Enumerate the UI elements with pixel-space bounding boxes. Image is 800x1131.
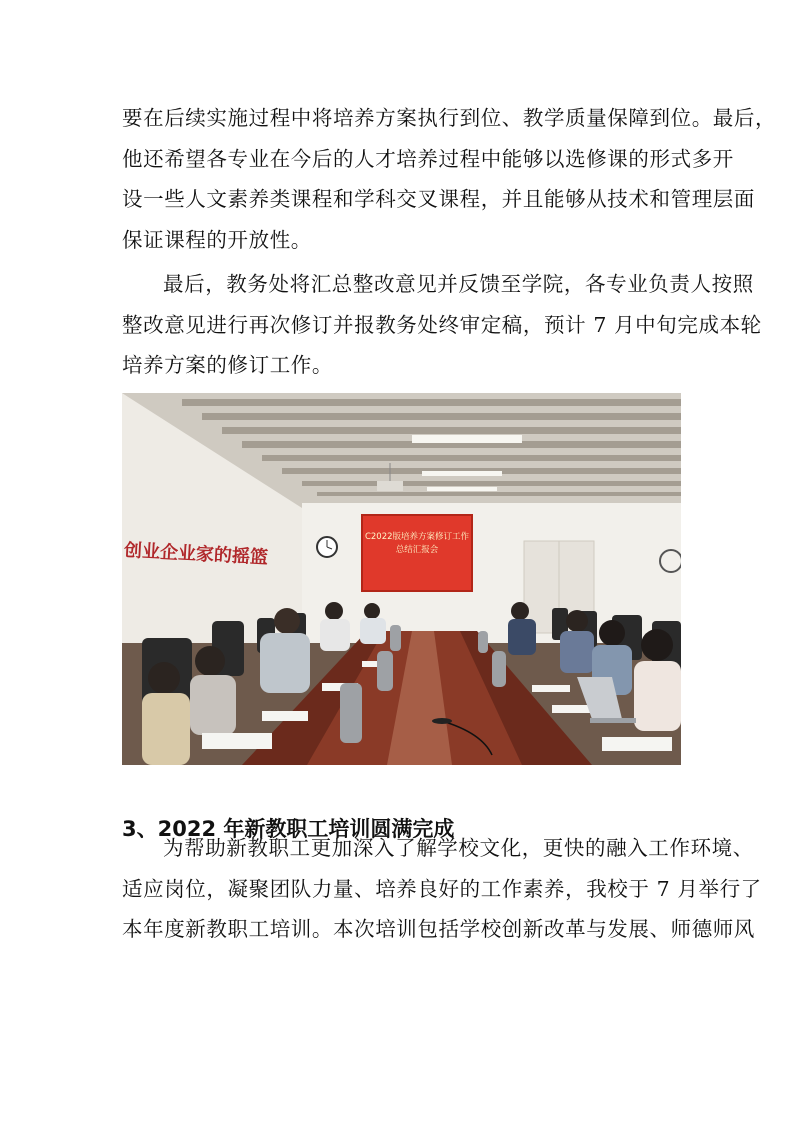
text-line: 为帮助新教职工更加深入了解学校文化，更快的融入工作环境、 (163, 836, 754, 860)
text-line: 设一些人文素养类课程和学科交叉课程，并且能够从技术和管理层面 (122, 187, 755, 211)
wall-slogan: 创业企业家的摇篮 (123, 539, 269, 569)
paragraph-2 (122, 264, 762, 386)
text-line: 要在后续实施过程中将培养方案执行到位、教学质量保障到位。最后， (122, 106, 777, 130)
text-line: 本年度新教职工培训。本次培训包括学校创新改革与发展、师德师风 (122, 917, 755, 941)
paragraph-1 (122, 98, 777, 260)
text-line: 最后，教务处将汇总整改意见并反馈至学院，各专业负责人按照 (163, 272, 754, 296)
text-line: 保证课程的开放性。 (122, 227, 312, 252)
text-line: 他还希望各专业在今后的人才培养过程中能够以选修课的形式多开 (122, 146, 734, 171)
paragraph-3 (122, 828, 762, 950)
text-line: 适应岗位，凝聚团队力量、培养良好的工作素养，我校于 7 月举行了 (122, 876, 762, 901)
meeting-photo (122, 393, 681, 765)
section-heading: 3、2022 年新教职工培训圆满完成 (122, 817, 455, 841)
screen-title-line1: C2022版培养方案修订工作 (364, 532, 470, 542)
text-line: 培养方案的修订工作。 (122, 353, 333, 377)
text-line: 整改意见进行再次修订并报教务处终审定稿，预计 7 月中旬完成本轮 (122, 312, 762, 337)
screen-title-line2: 总结汇报会 (395, 545, 439, 555)
